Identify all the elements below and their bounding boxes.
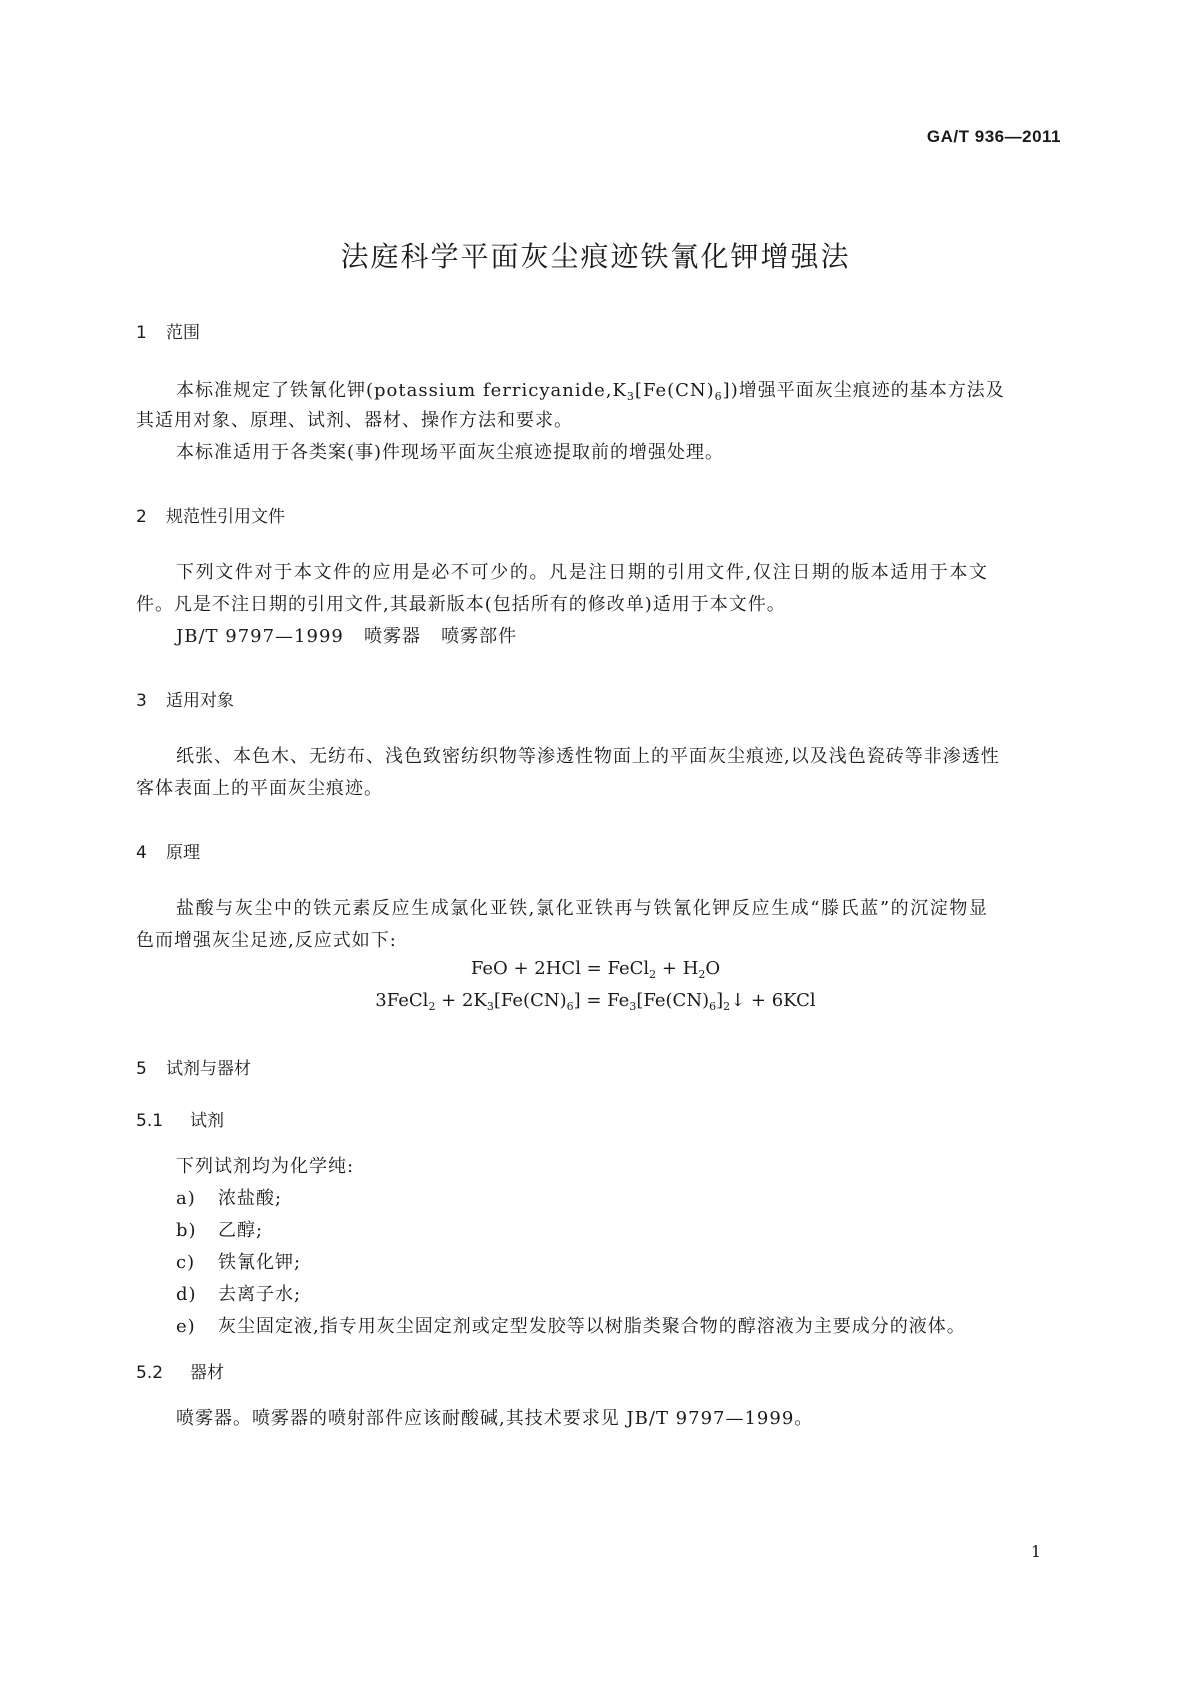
section-title: 原理 [166, 843, 200, 863]
section-number: 1 [136, 323, 147, 343]
list-item [176, 1216, 263, 1242]
section-heading-1 [136, 318, 200, 343]
subscript: 3 [486, 1000, 494, 1013]
section-title: 试剂与器材 [166, 1059, 251, 1079]
subscript: 3 [626, 390, 635, 403]
text-run: + 2K [435, 990, 487, 1011]
list-text: 浓盐酸; [218, 1188, 283, 1209]
list-item [176, 1280, 301, 1306]
list-label: e) [176, 1316, 196, 1337]
list-label: b) [176, 1220, 197, 1241]
section-heading-5-2 [136, 1358, 224, 1383]
subscript: 2 [698, 968, 706, 981]
list-item [176, 1248, 301, 1274]
section-heading-3 [136, 686, 234, 711]
section-number: 2 [136, 507, 147, 527]
list-text: 铁氰化钾; [218, 1252, 302, 1273]
equation-2 [0, 990, 1191, 1013]
standard-code: GA/T 936—2011 [926, 127, 1061, 146]
subscript: 6 [566, 1000, 574, 1013]
section-title: 适用对象 [166, 691, 234, 711]
section-heading-4 [136, 838, 200, 863]
paragraph-line: 盐酸与灰尘中的铁元素反应生成氯化亚铁,氯化亚铁再与铁氰化钾反应生成“滕氏蓝”的沉淀物显 [176, 898, 988, 919]
subscript: 6 [709, 1000, 717, 1013]
paragraph-line: 喷雾器。喷雾器的喷射部件应该耐酸碱,其技术要求见 JB/T 9797—1999。 [176, 1408, 814, 1429]
section-heading-5 [136, 1054, 251, 1079]
section-title: 范围 [166, 323, 200, 343]
text-run: ] = Fe [573, 990, 630, 1011]
text-run: 本标准规定了铁氰化钾(potassium ferricyanide,K [176, 380, 627, 401]
section-number: 5 [136, 1059, 147, 1079]
page-number: 1 [1030, 1542, 1041, 1561]
list-label: a) [176, 1188, 196, 1209]
text-run: [Fe(CN) [636, 990, 710, 1011]
list-text: 灰尘固定液,指专用灰尘固定剂或定型发胶等以树脂类聚合物的醇溶液为主要成分的液体。 [218, 1316, 966, 1337]
paragraph-line: 纸张、本色木、无纺布、浅色致密纺织物等渗透性物面上的平面灰尘痕迹,以及浅色瓷砖等非渗透性 [176, 746, 1000, 767]
subscript: 3 [629, 1000, 637, 1013]
paragraph-line: 下列文件对于本文件的应用是必不可少的。凡是注日期的引用文件,仅注日期的版本适用于本文 [176, 562, 988, 583]
text-run: ↓ + 6KCl [730, 990, 816, 1011]
text-run: [Fe(CN) [634, 380, 715, 401]
list-intro: 下列试剂均为化学纯: [176, 1156, 355, 1177]
section-heading-2 [136, 502, 285, 527]
paragraph-line: 件。凡是不注日期的引用文件,其最新版本(包括所有的修改单)适用于本文件。 [136, 594, 786, 615]
section-number: 3 [136, 691, 147, 711]
paragraph-line [176, 376, 1005, 403]
text-run: FeO + 2HCl = FeCl [470, 958, 650, 979]
document-title: 法庭科学平面灰尘痕迹铁氰化钾增强法 [340, 240, 851, 273]
paragraph-line: 客体表面上的平面灰尘痕迹。 [136, 778, 383, 799]
list-item [176, 1312, 966, 1338]
paragraph-line: 其适用对象、原理、试剂、器材、操作方法和要求。 [136, 410, 573, 431]
text-run: ] [716, 990, 724, 1011]
normative-reference: JB/T 9797—1999 喷雾器 喷雾部件 [176, 626, 518, 647]
section-number: 5.1 [136, 1111, 164, 1131]
section-title: 规范性引用文件 [166, 507, 285, 527]
text-run: ])增强平面灰尘痕迹的基本方法及 [722, 380, 1005, 401]
text-run: O [705, 958, 721, 979]
section-heading-5-1 [136, 1106, 224, 1131]
equation-1 [0, 958, 1191, 981]
section-title: 试剂 [190, 1111, 224, 1131]
list-label: c) [176, 1252, 196, 1273]
section-number: 4 [136, 843, 147, 863]
text-run: [Fe(CN) [493, 990, 567, 1011]
list-label: d) [176, 1284, 197, 1305]
section-title: 器材 [190, 1363, 224, 1383]
paragraph-line: 本标准适用于各类案(事)件现场平面灰尘痕迹提取前的增强处理。 [176, 442, 725, 463]
list-text: 去离子水; [218, 1284, 302, 1305]
text-run: + H [656, 958, 699, 979]
subscript: 2 [723, 1000, 731, 1013]
subscript: 2 [428, 1000, 436, 1013]
list-item [176, 1184, 282, 1210]
subscript: 2 [649, 968, 657, 981]
subscript: 6 [714, 390, 723, 403]
paragraph-line: 色而增强灰尘足迹,反应式如下: [136, 930, 397, 951]
text-run: 3FeCl [375, 990, 429, 1011]
section-number: 5.2 [136, 1363, 164, 1383]
list-text: 乙醇; [218, 1220, 264, 1241]
